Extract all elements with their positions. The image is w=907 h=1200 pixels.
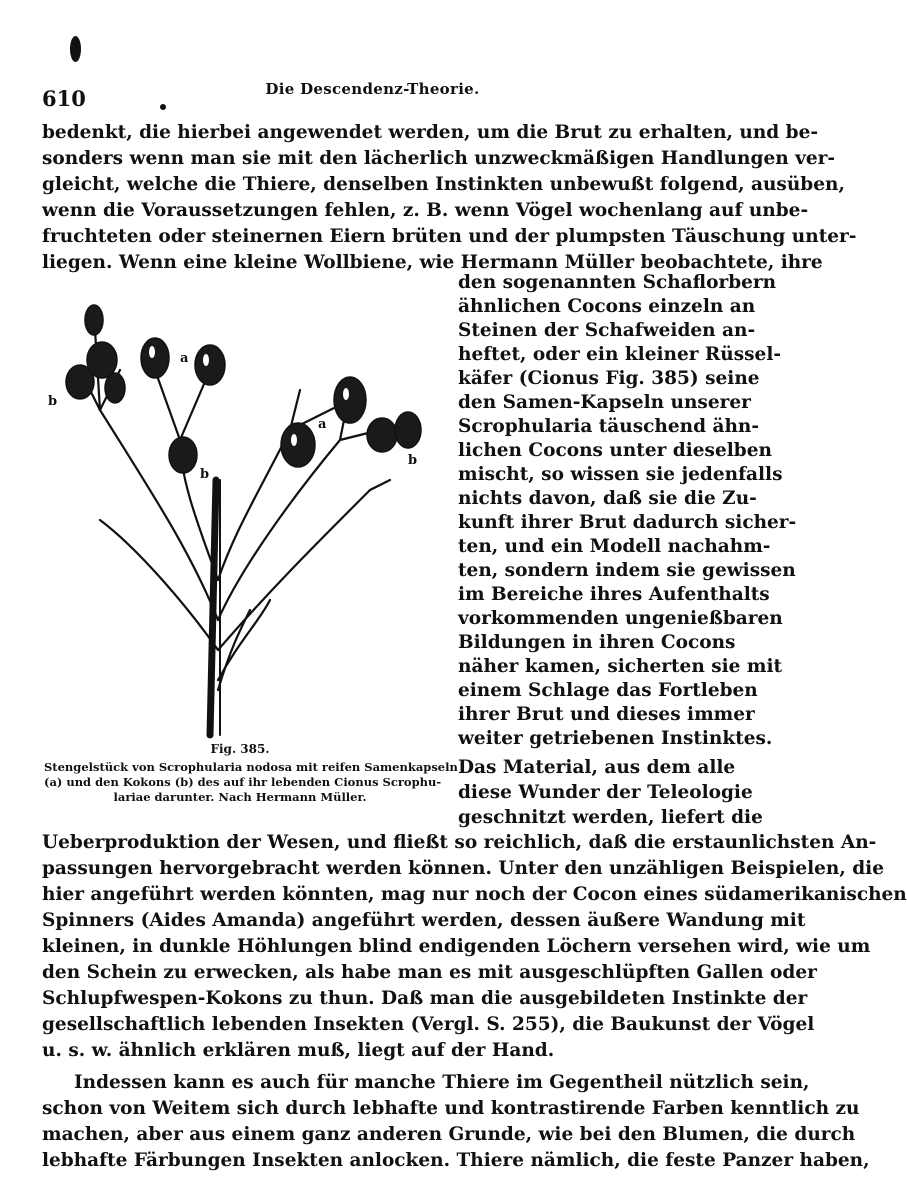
body-line: liegen. Wenn eine kleine Wollbiene, wie Hermann Müller beobachtete, ihre [42,252,823,273]
scrophularia-drawing [40,290,440,740]
running-title: Die Descendenz-Theorie. [265,80,480,98]
body-line: Ueberproduktion der Wesen, und fließt so reichlich, daß die erstaunlichsten An- [42,832,877,853]
column-line: geschnitzt werden, liefert die [458,807,763,828]
body-line: gesellschaftlich lebenden Insekten (Vergl. S. 255), die Baukunst der Vögel [42,1014,815,1035]
column-line: ihrer Brut und dieses immer [458,704,755,725]
body-line: gleicht, welche die Thiere, denselben Instinkten unbewußt folgend, ausüben, [42,174,845,195]
column-line: mischt, so wissen sie jedenfalls [458,464,783,485]
body-line: Schlupfwespen-Kokons zu thun. Daß man die ausgebildeten Instinkte der [42,988,808,1009]
figure-illustration [40,290,440,740]
column-line: einem Schlage das Fortleben [458,680,758,701]
marker-a: a [318,417,327,432]
body-line: Indessen kann es auch für manche Thiere im Gegentheil nützlich sein, [74,1072,810,1093]
marker-b: b [200,467,210,482]
body-line: hier angeführt werden könnten, mag nur noch der Cocon eines südamerikanischen [42,884,907,905]
column-line: näher kamen, sicherten sie mit [458,656,783,677]
figure-caption [44,760,458,805]
body-line: lebhafte Färbungen Insekten anlocken. Thiere nämlich, die feste Panzer haben, [42,1150,870,1171]
column-line: weiter getriebenen Instinktes. [458,728,773,749]
column-line: diese Wunder der Teleologie [458,782,753,803]
figure-label: Fig. 385. [210,742,270,756]
body-line: kleinen, in dunkle Höhlungen blind endigenden Löchern versehen wird, wie um [42,936,871,957]
marker-b: b [408,453,418,468]
body-line: machen, aber aus einem ganz anderen Grunde, wie bei den Blumen, die durch [42,1124,856,1145]
body-line: wenn die Voraussetzungen fehlen, z. B. wenn Vögel wochenlang auf unbe- [42,200,809,221]
column-line: lichen Cocons unter dieselben [458,440,772,461]
body-line: bedenkt, die hierbei angewendet werden, um die Brut zu erhalten, und be- [42,122,819,143]
body-line: sonders wenn man sie mit den lächerlich unzweckmäßigen Handlungen ver- [42,148,836,169]
ink-blot [70,36,81,62]
ink-speck [160,104,166,110]
page-number: 610 [42,86,86,111]
body-line: fruchteten oder steinernen Eiern brüten und der plumpsten Täuschung unter- [42,226,857,247]
marker-a: a [180,351,189,366]
caption-line: (a) und den Kokons (b) des auf ihr lebenden Cionus Scrophu- [44,775,442,789]
body-line: schon von Weitem sich durch lebhafte und kontrastirende Farben kenntlich zu [42,1098,860,1119]
column-line: Scrophularia täuschend ähn- [458,416,760,437]
body-line: Spinners (Aides Amanda) angeführt werden, dessen äußere Wandung mit [42,910,806,931]
column-line: den Samen-Kapseln unserer [458,392,751,413]
caption-line: Stengelstück von Scrophularia nodosa mit reifen Samenkapseln [44,760,458,774]
marker-b: b [48,394,58,409]
body-line: den Schein zu erwecken, als habe man es mit ausgeschlüpften Gallen oder [42,962,817,983]
body-line: u. s. w. ähnlich erklären muß, liegt auf der Hand. [42,1040,555,1061]
column-line: kunft ihrer Brut dadurch sicher- [458,512,797,533]
column-line: nichts davon, daß sie die Zu- [458,488,757,509]
column-line: Steinen der Schafweiden an- [458,320,756,341]
column-line: Bildungen in ihren Cocons [458,632,736,653]
column-line: vorkommenden ungenießbaren [458,608,783,629]
column-line: im Bereiche ihres Aufenthalts [458,584,770,605]
column-line: heftet, oder ein kleiner Rüssel- [458,344,782,365]
body-line: passungen hervorgebracht werden können. Unter den unzähligen Beispielen, die [42,858,884,879]
column-line: ten, und ein Modell nachahm- [458,536,771,557]
column-line: käfer (Cionus Fig. 385) seine [458,368,760,389]
caption-line: lariae darunter. Nach Hermann Müller. [113,790,367,804]
column-line: ten, sondern indem sie gewissen [458,560,796,581]
column-line: ähnlichen Cocons einzeln an [458,296,756,317]
column-line: Das Material, aus dem alle [458,757,736,778]
column-line: den sogenannten Schaflorbern [458,272,777,293]
